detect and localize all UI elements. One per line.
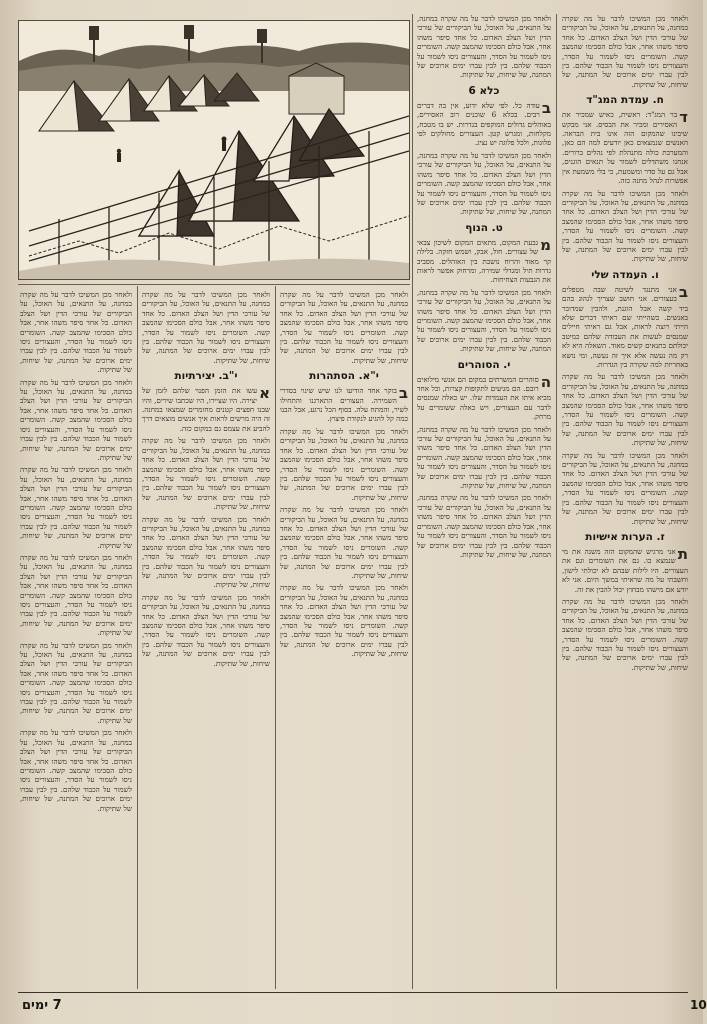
section-heading: ז. הערות אישיות — [585, 530, 665, 543]
body-text: ולאחר מכן המשיכו לדבר על מה שקרה במחנה, על התנאים, על האוכל, על הביקורים של עורכי הדין ושל הצלב האדום. כל אחד סיפר משהו אחר, אבל כולם הסכימו שהמצב קשה. השומרים ניסו לשמור על הסדר, והעצורים ניסו לשמור על הכבוד שלהם. בין לבין עברו ימים ארוכים של המתנה, של שיחות, של שתיקות. — [280, 426, 408, 502]
section-heading: ט. הנוף — [465, 221, 503, 234]
body-text: ולאחר מכן המשיכו לדבר על מה שקרה במחנה, על התנאים, על האוכל, על הביקורים של עורכי הדין ושל הצלב האדום. כל אחד סיפר משהו אחר, אבל כולם הסכימו שהמצב קשה. השומרים ניסו לשמור על הסדר, והעצורים ניסו לשמור על הכבוד שלהם. בין לבין עברו ימים ארוכים של המתנה, של שיחות, של שתיקות. — [280, 505, 408, 580]
body-text: ולאחר מכן המשיכו לדבר על מה שקרה במחנה, על התנאים, על האוכל, על הביקורים של עורכי הדין ושל הצלב האדום. כל אחד סיפר משהו אחר, אבל כולם הסכימו שהמצב קשה. השומרים ניסו לשמור על הסדר, והעצורים ניסו לשמור על הכבוד שלהם. בין לבין עברו ימים ארוכים של המתנה, של שיחות, של שתיקות. — [417, 150, 551, 217]
section-body: ד בר המג"ד: ראשית, כאיש שמכיר את האסירים ומכיר את הבסיס. אני מבקש שיבינו שהמקום הזה אינו בית הבראה. האנשים שנמצאים כאן יודעים למה הם כאן, והמערכת כולה מתנהלת לפי נהלים ברורים. אנחנו משתדלים לשמור על תנאים הוגנים, אבל גם על סדר ומשמעת, כי בלי משמעת אין אפשרות לנהל מחנה כזה. — [562, 108, 688, 186]
drop-cap: ב — [678, 282, 688, 301]
body-text: ולאחר מכן המשיכו לדבר על מה שקרה במחנה, על התנאים, על האוכל, על הביקורים של עורכי הדין ושל הצלב האדום. כל אחד סיפר משהו אחר, אבל כולם הסכימו שהמצב קשה. השומרים ניסו לשמור על הסדר, והעצורים ניסו לשמור על הכבוד שלהם. בין לבין עברו ימים ארוכים של המתנה, של שיחות, של שתיקות. — [142, 436, 270, 512]
body-text: ולאחר מכן המשיכו לדבר על מה שקרה במחנה, על התנאים, על האוכל, על הביקורים של עורכי הדין ושל הצלב האדום. כל אחד סיפר משהו אחר, אבל כולם הסכימו שהמצב קשה. השומרים ניסו לשמור על הסדר, והעצורים ניסו לשמור על הכבוד שלהם. בין לבין עברו ימים ארוכים של המתנה, של שיחות, של שתיקות. — [20, 377, 132, 462]
drop-cap: ב — [398, 384, 408, 403]
body-text: ולאחר מכן המשיכו לדבר על מה שקרה במחנה, על התנאים, על האוכל, על הביקורים של עורכי הדין ושל הצלב האדום. כל אחד סיפר משהו אחר, אבל כולם הסכימו שהמצב קשה. השומרים ניסו לשמור על הסדר, והעצורים ניסו לשמור על הכבוד שלהם. בין לבין עברו ימים ארוכים של המתנה, של שיחות, של שתיקות. — [280, 290, 408, 365]
section-body: ה סוהרים המשרתים במקום הם אנשי מילואים רובם. הם מגיעים לתקופות קצרות, וכל אחד מביא איתו את העמדות שלו. יש כאלה שמנסים לדבר עם העצורים, ויש כאלה ששומרים על מרחק. — [417, 372, 551, 422]
footer-rule — [18, 992, 688, 993]
section-body: ב אני מתנגד לשיטה שבה מטפלים בעצורים. אני חושב שצריך לנהוג בהם ביד קשה אבל הוגנת, ולהבין שמדובר באנשים. כשהייתי שם ראיתי דברים שלא הייתי רוצה לראות, אבל גם ראיתי חיילים שמנסים לעשות את העבודה שלהם כמיטב יכולתם בתנאים קשים מאוד. השאלה היא לא רק מה נעשה אלא איך זה נעשה, ומי נושא באחריות למה שקורה בין הגדרות. — [562, 282, 688, 369]
body-text: ולאחר מכן המשיכו לדבר על מה שקרה במחנה, על התנאים, על האוכל, על הביקורים של עורכי הדין ושל הצלב האדום. כל אחד סיפר משהו אחר, אבל כולם הסכימו שהמצב קשה. השומרים ניסו לשמור על הסדר, והעצורים ניסו לשמור על הכבוד שלהם. בין לבין עברו ימים ארוכים של המתנה, של שיחות, של שתיקות. — [562, 372, 688, 448]
drop-cap: ד — [679, 108, 688, 127]
column-divider — [412, 14, 413, 989]
drop-cap: מ — [540, 235, 551, 254]
section-body: ב עודה כל. לפי שלא ידוע, אין בה דברים רבים. בכלא 6 שוכנים רוב האסירים, באוהלים גדולים המוקפים בגדרות. יש בו מטבח, מקלחות, ומגרש קטן. העצורים מחולקים לפי פלוגות, ולכל פלוגה יש נציג. — [417, 98, 551, 148]
body-text: ולאחר מכן המשיכו לדבר על מה שקרה במחנה, על התנאים, על האוכל, על הביקורים של עורכי הדין ושל הצלב האדום. כל אחד סיפר משהו אחר, אבל כולם הסכימו שהמצב קשה. השומרים ניסו לשמור על הסדר, והעצורים ניסו לשמור על הכבוד שלהם. בין לבין עברו ימים ארוכים של המתנה, של שיחות, של שתיקות. — [20, 640, 132, 725]
body-text: ולאחר מכן המשיכו לדבר על מה שקרה במחנה, על התנאים, על האוכל, על הביקורים של עורכי הדין ושל הצלב האדום. כל אחד סיפר משהו אחר, אבל כולם הסכימו שהמצב קשה. השומרים ניסו לשמור על הסדר, והעצורים ניסו לשמור על הכבוד שלהם. בין לבין עברו ימים ארוכים של המתנה, של שיחות, של שתיקות. — [20, 465, 132, 550]
section-heading: י"א. הסתהרות — [309, 370, 379, 383]
body-text: ולאחר מכן המשיכו לדבר על מה שקרה במחנה, על התנאים, על האוכל, על הביקורים של עורכי הדין ושל הצלב האדום. כל אחד סיפר משהו אחר, אבל כולם הסכימו שהמצב קשה. השומרים ניסו לשמור על הסדר, והעצורים ניסו לשמור על הכבוד שלהם. בין לבין עברו ימים ארוכים של המתנה, של שיחות, של שתיקות. — [20, 728, 132, 813]
section-heading: י. הסוהרים — [457, 358, 511, 371]
column-right — [562, 14, 688, 989]
body-text: ולאחר מכן המשיכו לדבר על מה שקרה במחנה, על התנאים, על האוכל, על הביקורים של עורכי הדין ושל הצלב האדום. כל אחד סיפר משהו אחר, אבל כולם הסכימו שהמצב קשה. השומרים ניסו לשמור על הסדר, והעצורים ניסו לשמור על הכבוד שלהם. בין לבין עברו ימים ארוכים של המתנה, של שיחות, של שתיקות. — [562, 188, 688, 264]
section-heading: ח. עמדת המג"ד — [586, 94, 664, 107]
section-heading: י"ב. יצירתיות — [174, 370, 238, 383]
body-text: ולאחר מכן המשיכו לדבר על מה שקרה במחנה, על התנאים, על האוכל, על הביקורים של עורכי הדין ושל הצלב האדום. כל אחד סיפר משהו אחר, אבל כולם הסכימו שהמצב קשה. השומרים ניסו לשמור על הסדר, והעצורים ניסו לשמור על הכבוד שלהם. בין לבין עברו ימים ארוכים של המתנה, של שיחות, של שתיקות. — [562, 596, 688, 672]
column-divider — [137, 286, 138, 989]
body-text: ולאחר מכן המשיכו לדבר על מה שקרה במחנה, על התנאים, על האוכל, על הביקורים של עורכי הדין ושל הצלב האדום. כל אחד סיפר משהו אחר, אבל כולם הסכימו שהמצב קשה. השומרים ניסו לשמור על הסדר, והעצורים ניסו לשמור על הכבוד שלהם. בין לבין עברו ימים ארוכים של המתנה, של שיחות, של שתיקות. — [417, 424, 551, 491]
body-text: ולאחר מכן המשיכו לדבר על מה שקרה במחנה, על התנאים, על האוכל, על הביקורים של עורכי הדין ושל הצלב האדום. כל אחד סיפר משהו אחר, אבל כולם הסכימו שהמצב קשה. השומרים ניסו לשמור על הסדר, והעצורים ניסו לשמור על הכבוד שלהם. בין לבין עברו ימים ארוכים של המתנה, של שיחות, של שתיקות. — [280, 583, 408, 659]
body-text: ולאחר מכן המשיכו לדבר על מה שקרה במחנה, על התנאים, על האוכל, על הביקורים של עורכי הדין ושל הצלב האדום. כל אחד סיפר משהו אחר, אבל כולם הסכימו שהמצב קשה. השומרים ניסו לשמור על הסדר, והעצורים ניסו לשמור על הכבוד שלהם. בין לבין עברו ימים ארוכים של המתנה, של שיחות, של שתיקות. — [562, 14, 688, 89]
body-text: ולאחר מכן המשיכו לדבר על מה שקרה במחנה, על התנאים, על האוכל, על הביקורים של עורכי הדין ושל הצלב האדום. כל אחד סיפר משהו אחר, אבל כולם הסכימו שהמצב קשה. השומרים ניסו לשמור על הסדר, והעצורים ניסו לשמור על הכבוד שלהם. בין לבין עברו ימים ארוכים של המתנה, של שיחות, של שתיקות. — [417, 14, 551, 80]
column-divider — [275, 286, 276, 989]
body-text: ולאחר מכן המשיכו לדבר על מה שקרה במחנה, על התנאים, על האוכל, על הביקורים של עורכי הדין ושל הצלב האדום. כל אחד סיפר משהו אחר, אבל כולם הסכימו שהמצב קשה. השומרים ניסו לשמור על הסדר, והעצורים ניסו לשמור על הכבוד שלהם. בין לבין עברו ימים ארוכים של המתנה, של שיחות, של שתיקות. — [417, 287, 551, 354]
magazine-logo: 7 ימים — [22, 998, 62, 1013]
body-text: ולאחר מכן המשיכו לדבר על מה שקרה במחנה, על התנאים, על האוכל, על הביקורים של עורכי הדין ושל הצלב האדום. כל אחד סיפר משהו אחר, אבל כולם הסכימו שהמצב קשה. השומרים ניסו לשמור על הסדר, והעצורים ניסו לשמור על הכבוד שלהם. בין לבין עברו ימים ארוכים של המתנה, של שיחות, של שתיקות. — [20, 552, 132, 638]
page-number: 10 — [690, 998, 707, 1012]
column-lower-left — [20, 290, 132, 989]
section-body: ב בוקר אחד הודיעו לנו שיש שינוי בסדרי השמירה. העצורים התארגנו והתחילו לשיר, והמתח עלה. בסוף הכל נרגע, אבל הבנו כמה קל להגיע לנקודת פיצוץ. — [280, 384, 408, 424]
section-heading: ו. העמדה שלי — [591, 268, 659, 281]
column-lower-middle — [142, 290, 270, 989]
section-body: ת אני מרגיש שהמקום הזה משנה את מי שנמצא בו. גם את השומרים וגם את העצורים. היו לילות שבהם לא יכולתי לישון, וחשבתי על מה שראיתי במשך היום. אני לא יודע אם מישהו מבחוץ יכול להבין את זה. — [562, 544, 688, 594]
body-text: ולאחר מכן המשיכו לדבר על מה שקרה במחנה, על התנאים, על האוכל, על הביקורים של עורכי הדין ושל הצלב האדום. כל אחד סיפר משהו אחר, אבל כולם הסכימו שהמצב קשה. השומרים ניסו לשמור על הסדר, והעצורים ניסו לשמור על הכבוד שלהם. בין לבין עברו ימים ארוכים של המתנה, של שיחות, של שתיקות. — [417, 493, 551, 559]
column-lower-right — [280, 290, 408, 989]
body-text: ולאחר מכן המשיכו לדבר על מה שקרה במחנה, על התנאים, על האוכל, על הביקורים של עורכי הדין ושל הצלב האדום. כל אחד סיפר משהו אחר, אבל כולם הסכימו שהמצב קשה. השומרים ניסו לשמור על הסדר, והעצורים ניסו לשמור על הכבוד שלהם. בין לבין עברו ימים ארוכים של המתנה, של שיחות, של שתיקות. — [142, 592, 270, 668]
drop-cap: ה — [540, 372, 551, 391]
body-text: ולאחר מכן המשיכו לדבר על מה שקרה במחנה, על התנאים, על האוכל, על הביקורים של עורכי הדין ושל הצלב האדום. כל אחד סיפר משהו אחר, אבל כולם הסכימו שהמצב קשה. השומרים ניסו לשמור על הסדר, והעצורים ניסו לשמור על הכבוד שלהם. בין לבין עברו ימים ארוכים של המתנה, של שיחות, של שתיקות. — [20, 290, 132, 375]
section-heading: כלא 6 — [468, 84, 500, 97]
camp-tents-illustration — [18, 20, 410, 280]
drop-cap: ב — [541, 98, 551, 117]
illustration-bottom-rule — [18, 284, 410, 285]
column-middle-right — [417, 14, 551, 989]
section-body: א עשו את הזמן הפנוי שלהם לזמן של יצירה. היו שציירו, היו שכתבו שירים, והיו שבנו חפצים קטנים מחומרים שמצאו במחנה. זה היה מרשים לראות איך אנשים מוצאים דרך להביע את עצמם גם במקום כזה. — [142, 384, 270, 433]
body-text: ולאחר מכן המשיכו לדבר על מה שקרה במחנה, על התנאים, על האוכל, על הביקורים של עורכי הדין ושל הצלב האדום. כל אחד סיפר משהו אחר, אבל כולם הסכימו שהמצב קשה. השומרים ניסו לשמור על הסדר, והעצורים ניסו לשמור על הכבוד שלהם. בין לבין עברו ימים ארוכים של המתנה, של שיחות, של שתיקות. — [562, 450, 688, 526]
body-text: ולאחר מכן המשיכו לדבר על מה שקרה במחנה, על התנאים, על האוכל, על הביקורים של עורכי הדין ושל הצלב האדום. כל אחד סיפר משהו אחר, אבל כולם הסכימו שהמצב קשה. השומרים ניסו לשמור על הסדר, והעצורים ניסו לשמור על הכבוד שלהם. בין לבין עברו ימים ארוכים של המתנה, של שיחות, של שתיקות. — [142, 290, 270, 365]
drop-cap: ת — [677, 544, 688, 563]
body-text: ולאחר מכן המשיכו לדבר על מה שקרה במחנה, על התנאים, על האוכל, על הביקורים של עורכי הדין ושל הצלב האדום. כל אחד סיפר משהו אחר, אבל כולם הסכימו שהמצב קשה. השומרים ניסו לשמור על הסדר, והעצורים ניסו לשמור על הכבוד שלהם. בין לבין עברו ימים ארוכים של המתנה, של שיחות, של שתיקות. — [142, 514, 270, 590]
column-divider — [556, 14, 557, 989]
section-body: מ גבעת המקום, מתאים המקום לשיכון צבאי של עצורים. חול, אבק, ושמש חזקה. בלילה קר מאוד והרוח נושבת בין האוהלים. מסביב גדרות תיל ומגדלי שמירה, ומרחוק אפשר לראות את הגבעות הצחיחות. — [417, 235, 551, 285]
drop-cap: א — [259, 384, 270, 403]
